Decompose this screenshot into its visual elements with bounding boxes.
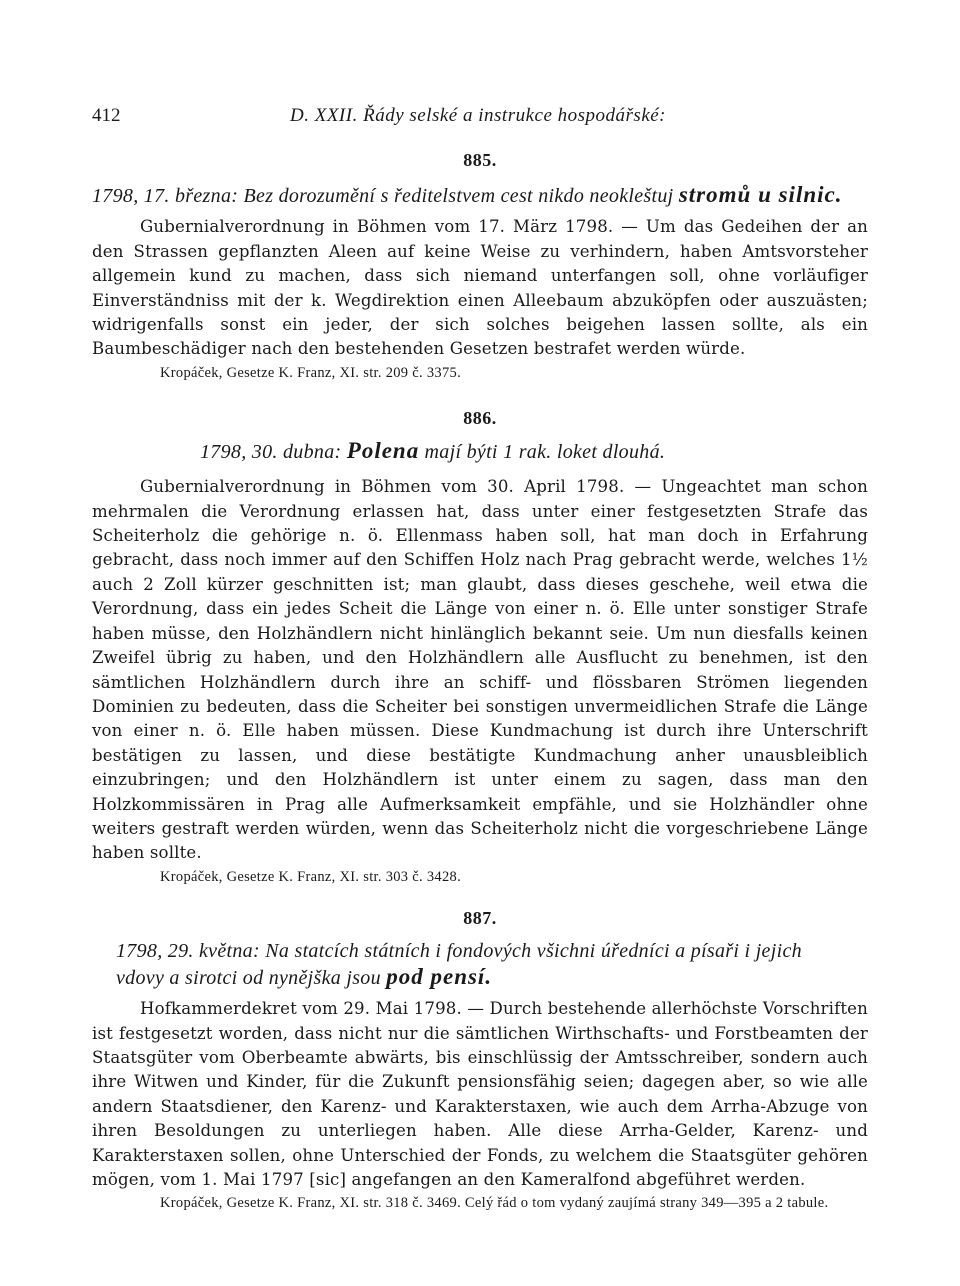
document-page	[92, 104, 868, 1214]
entry-title-text: 1798, 29. května: Na statcích státních i fondových všichni úředníci a písaři i jejich vdovy a sirotci od nynějška jsou	[116, 940, 802, 990]
entry-body: Gubernialverordnung in Böhmen vom 17. März 1798. — Um das Gedeihen der an den Strassen gepflanzten Aleen auf keine Weise zu verhindern, haben Amtsvorsteher allgemein kund zu machen, dass sich niemand unterfangen soll, ohne vorläufiger Einverständniss mit der k. Wegdirektion einen Alleebaum abzuköpfen oder auszuästen; widrigenfalls sonst ein jeder, der sich solches beigehen lassen sollte, als ein Baumbeschädiger nach den bestehenden Gesetzen bestrafet werden würde.	[92, 217, 868, 359]
entry-title-keyword: Polena	[346, 438, 420, 464]
entry-887	[92, 906, 868, 1215]
entry-source: Kropáček, Gesetze K. Franz, XI. str. 303 č. 3428.	[160, 868, 461, 885]
entry-title-keyword: pod pensí.	[386, 964, 493, 990]
entry-number: 887.	[463, 907, 497, 928]
entry-title	[92, 438, 868, 465]
entry-title-text: 1798, 17. března: Bez dorozumění s ředitelstvem cest nikdo neokleštuj	[92, 185, 674, 208]
entry-title-text: 1798, 30. dubna:	[200, 441, 342, 464]
page-header	[92, 104, 868, 132]
entry-number: 886.	[463, 407, 497, 428]
entry-title	[92, 182, 868, 209]
entry-body: Hofkammerdekret vom 29. Mai 1798. — Durch bestehende allerhöchste Vorschriften ist festgesetzt worden, dass nicht nur die sämtlichen Wirthschafts- und Forstbeamten der Staatsgüter vom Oberbeamte abwärts, bis einschlüssig der Amtsschreiber, sondern auch ihre Witwen und Kinder, für die Zukunft pensionsfähig seien; dagegen aber, so wie alle andern Staatsdiener, den Karenz- und Karakterstaxen, wie auch dem Arrha-Abzuge von ihren Besoldungen zu unterliegen haben. Alle diese Arrha-Gelder, Karenz- und Karakterstaxen sollen, ohne Unterschied der Fonds, zu welchem die Staatsgüter gehören mögen, vom 1. Mai 1797 [sic] angefangen an den Kameralfond abgeführet werden.	[92, 999, 868, 1189]
running-title: D. XXII. Řády selské a instrukce hospodářské:	[290, 105, 667, 126]
entry-body: Gubernialverordnung in Böhmen vom 30. April 1798. — Ungeachtet man schon mehrmalen die Verordnung erlassen hat, dass unter einer festgesetzten Strafe das Scheiterholz die gehörige n. ö. Ellenmass haben soll, hat man doch in Erfahrung gebracht, dass noch immer auf den Schiffen Holz nach Prag gebracht werde, welches 1½ auch 2 Zoll kürzer geschnitten ist; man glaubt, dass dieses geschehe, weil etwa die Verordnung, dass ein jedes Scheit die Länge von einer n. ö. Elle unter sonstiger Strafe haben müsse, den Holzhändlern nicht hinlänglich bekannt seie. Um nun diesfalls keinen Zweifel übrig zu haben, und den Holzhändlern alle Ausflucht zu benehmen, ist den sämtlichen Holzhändlern durch ihre an schiff- und flössbaren Strömen liegenden Dominien zu bedeuten, dass die Scheiter bei sonstigen unvermeidlichen Strafe die Länge von einer n. ö. Elle haben müssen. Diese Kundmachung ist durch ihre Unterschrift bestätigen zu lassen, und diese bestätigte Kundmachung anher unausbleiblich einzubringen; und den Holzhändlern ist unter einem zu sagen, dass man den Holzkommissären in Prag alle Aufmerksamkeit empfähle, und sie Holzhändler ohne weiters gestraft werden würden, wenn das Scheiterholz nicht die vorgeschriebene Länge haben sollte.	[92, 477, 868, 863]
entry-title-keyword: stromů u silnic.	[678, 182, 843, 208]
entry-886	[92, 406, 868, 888]
entry-source: Kropáček, Gesetze K. Franz, XI. str. 318 č. 3469. Celý řád o tom vydaný zaujímá strany 349—395 a 2 tabule.	[160, 1195, 829, 1212]
entry-number: 885.	[463, 150, 497, 170]
entry-title-suffix: mají býti 1 rak. loket dlouhá.	[424, 441, 666, 464]
entry-885	[92, 148, 868, 384]
page-number: 412	[92, 105, 121, 126]
entry-source: Kropáček, Gesetze K. Franz, XI. str. 209 č. 3375.	[160, 364, 461, 381]
entry-title	[92, 938, 868, 991]
